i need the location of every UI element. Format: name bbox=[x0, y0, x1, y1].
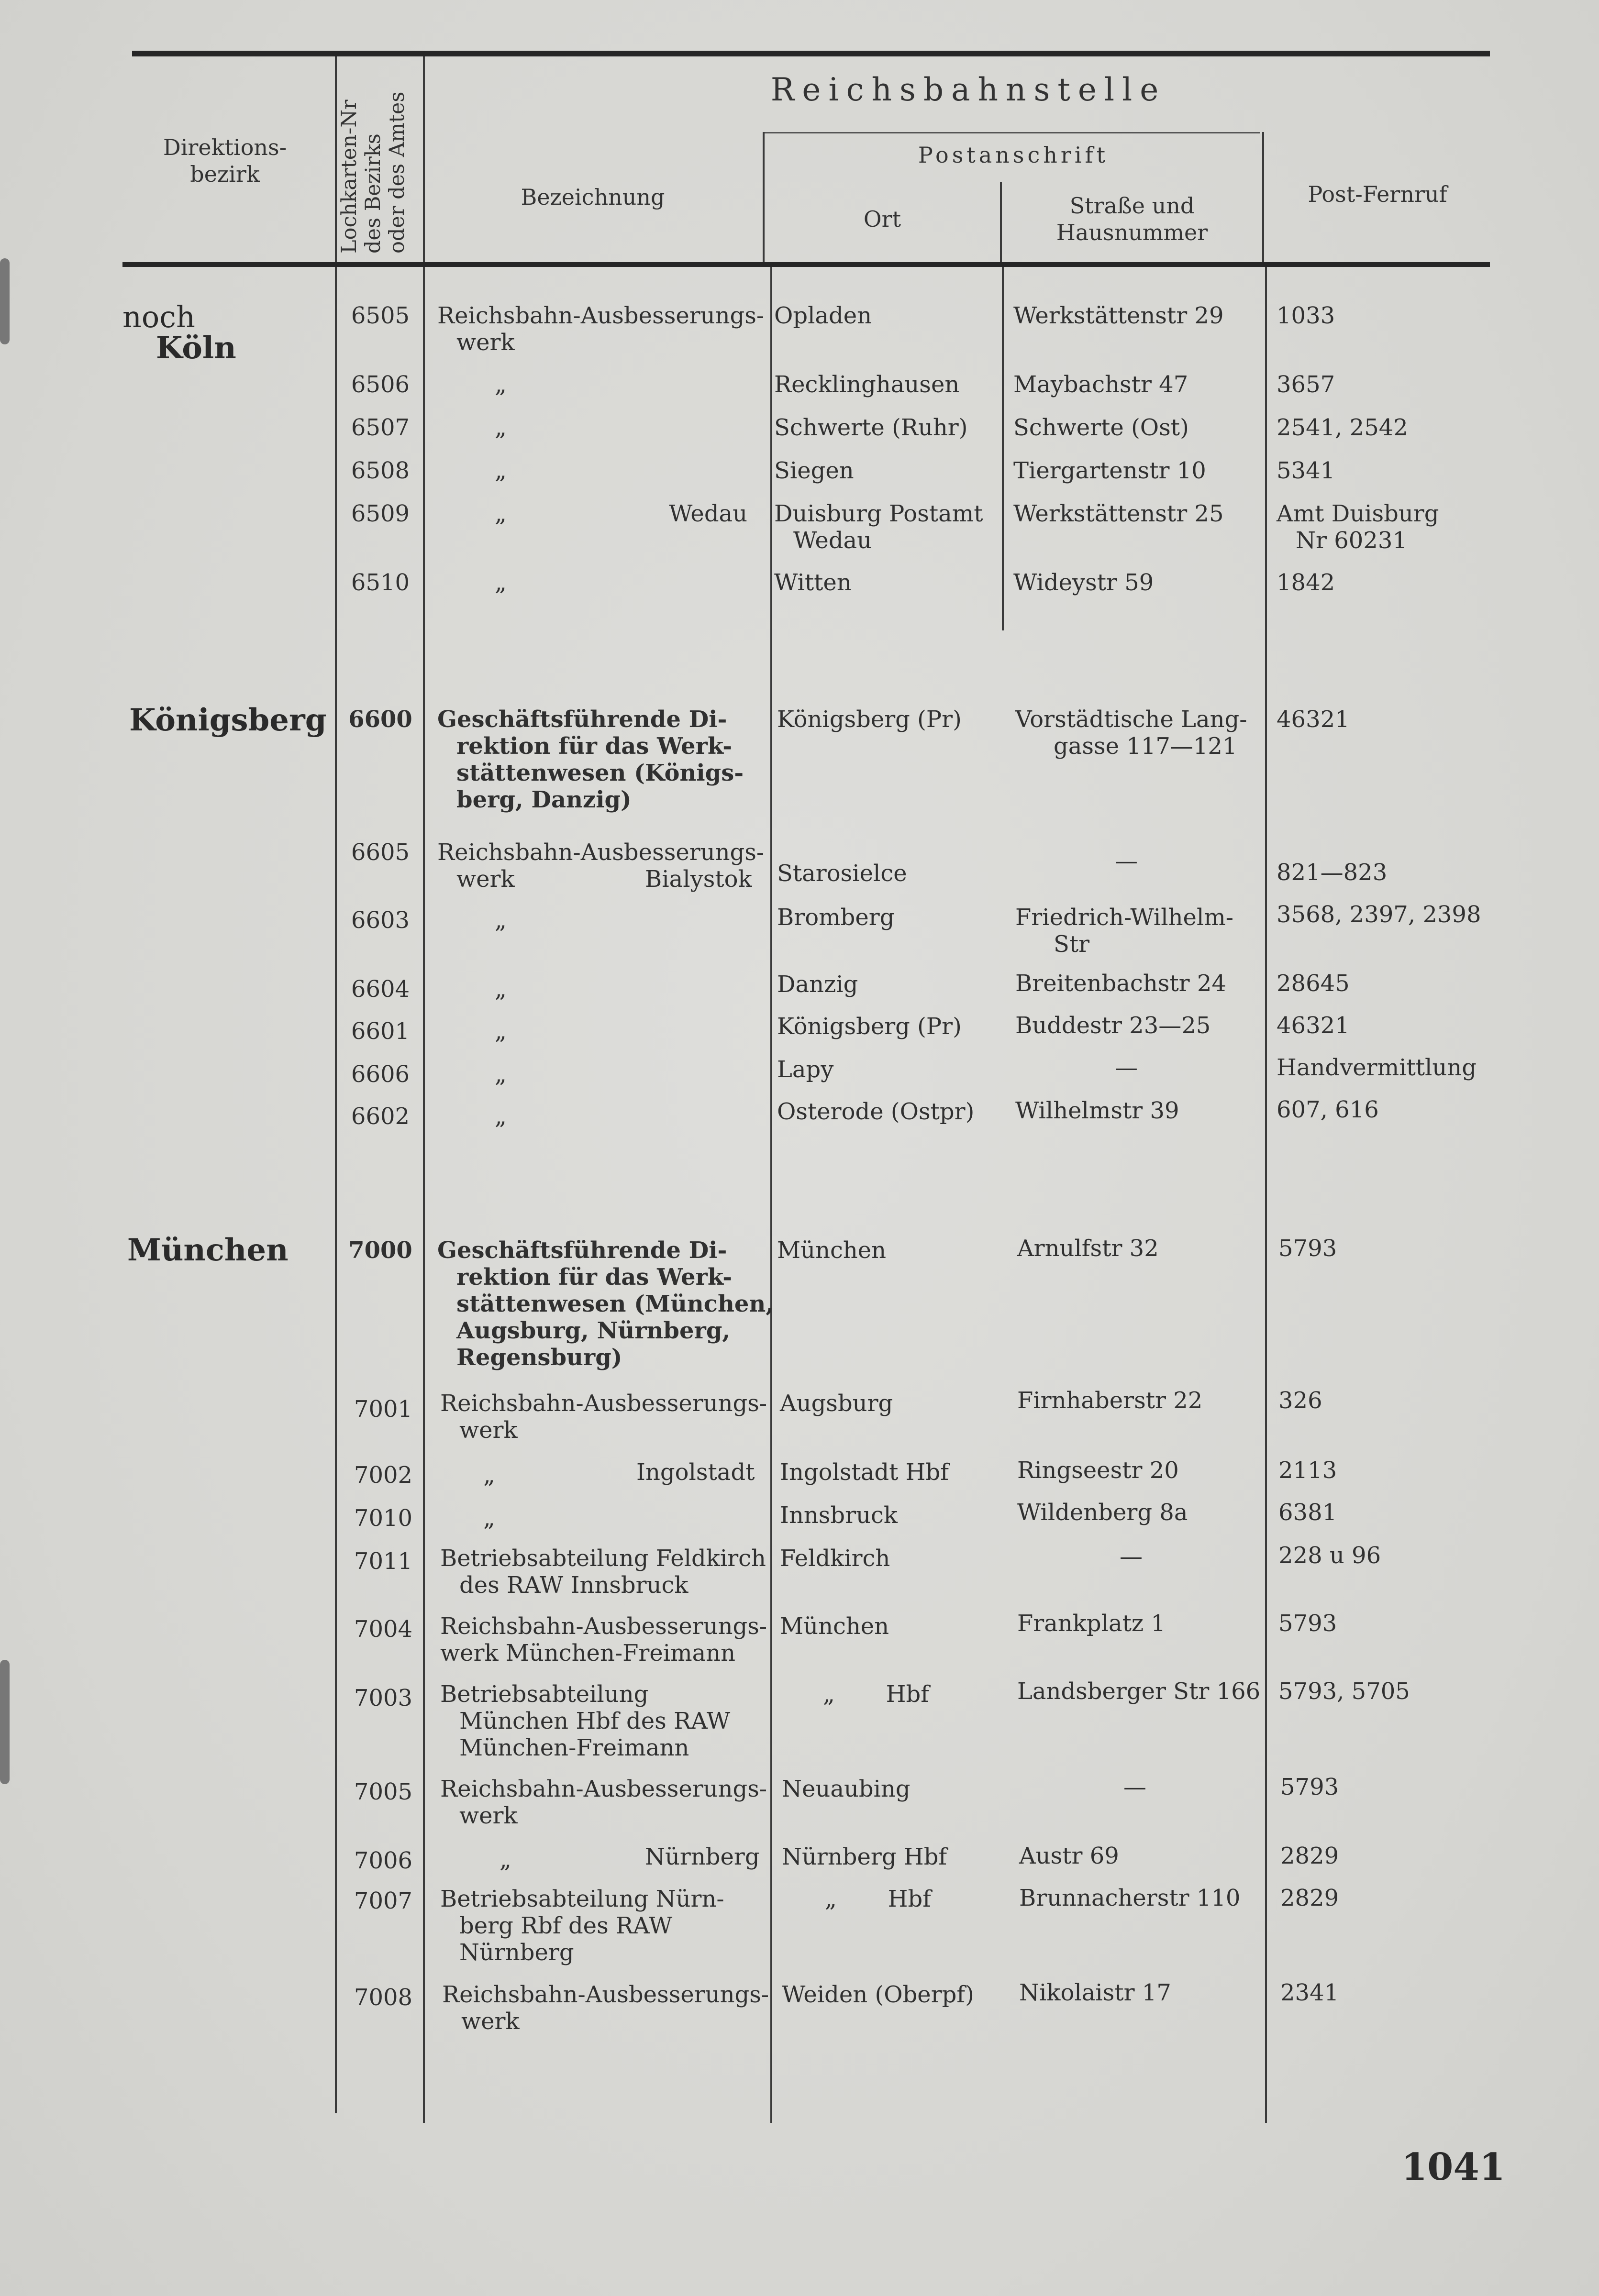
binding-mark bbox=[0, 258, 10, 344]
row-bezeichnung-ort: Ingolstadt bbox=[636, 1459, 755, 1486]
row-ort: Starosielce bbox=[777, 860, 907, 887]
row-fernruf: 1033 bbox=[1277, 302, 1335, 329]
row-fernruf: 5793 bbox=[1278, 1235, 1337, 1262]
row-ort: Ingolstadt Hbf bbox=[780, 1459, 949, 1486]
row-fernruf: 326 bbox=[1278, 1387, 1322, 1414]
row-fernruf: 3568, 2397, 2398 bbox=[1277, 901, 1481, 928]
row-fernruf: 228 u 96 bbox=[1278, 1542, 1381, 1569]
row-nr: 7004 bbox=[354, 1616, 413, 1643]
row-ort: Danzig bbox=[777, 971, 858, 998]
row-ort: Osterode (Ostpr) bbox=[777, 1098, 975, 1125]
row-ort: „ Hbf bbox=[823, 1681, 930, 1708]
row-fernruf: 2341 bbox=[1280, 1979, 1339, 2006]
postanschrift-rule bbox=[763, 132, 1260, 133]
row-bezeichnung: „ bbox=[495, 1018, 507, 1045]
row-strasse: — bbox=[1123, 1774, 1146, 1800]
row-fernruf: 46321 bbox=[1277, 706, 1350, 733]
header-divider bbox=[1262, 132, 1264, 262]
row-nr: 6510 bbox=[351, 569, 410, 596]
row-strasse: Tiergartenstr 10 bbox=[1013, 457, 1206, 484]
header-ort: Ort bbox=[863, 206, 901, 232]
row-bezeichnung: „ bbox=[495, 569, 507, 596]
row-ort: Augsburg bbox=[780, 1390, 893, 1417]
row-bezeichnung: Geschäftsführende Di- rektion für das Werk- stättenwesen (München, Augsburg, Nürnberg, Regensburg) bbox=[437, 1237, 774, 1371]
header-lochkarten: Lochkarten-Nr des Bezirks oder des Amtes bbox=[337, 91, 409, 254]
row-nr: 6507 bbox=[351, 414, 410, 441]
row-nr: 6604 bbox=[351, 976, 410, 1003]
row-fernruf: 28645 bbox=[1277, 970, 1350, 997]
row-strasse: Vorstädtische Lang- gasse 117—121 bbox=[1015, 706, 1247, 760]
top-rule bbox=[132, 51, 1490, 56]
row-strasse: — bbox=[1115, 1054, 1138, 1081]
row-bezeichnung: „ bbox=[495, 500, 507, 527]
row-strasse: — bbox=[1120, 1543, 1143, 1570]
row-ort: „ Hbf bbox=[825, 1886, 932, 1912]
row-bezeichnung: „ bbox=[495, 1061, 507, 1088]
header-strasse: Straße und Hausnummer bbox=[1056, 193, 1208, 245]
row-fernruf: 46321 bbox=[1277, 1012, 1350, 1039]
row-strasse: Maybachstr 47 bbox=[1013, 371, 1188, 398]
row-nr: 7007 bbox=[354, 1888, 413, 1914]
header-divider bbox=[335, 56, 337, 262]
header-bezeichnung: Bezeichnung bbox=[521, 184, 665, 210]
row-strasse: Ringseestr 20 bbox=[1017, 1457, 1179, 1484]
row-bezeichnung: Betriebsabteilung Feldkirch des RAW Innsbruck bbox=[440, 1545, 766, 1599]
row-ort: Duisburg Postamt Wedau bbox=[774, 500, 983, 554]
row-ort: Opladen bbox=[774, 302, 872, 329]
row-fernruf: 6381 bbox=[1278, 1499, 1337, 1526]
row-nr: 6505 bbox=[351, 302, 410, 329]
row-nr: 6600 bbox=[348, 706, 412, 733]
row-bezeichnung: Betriebsabteilung Nürn- berg Rbf des RAW Nürnberg bbox=[440, 1886, 724, 1966]
column-divider bbox=[335, 267, 337, 2113]
row-bezeichnung: „ bbox=[495, 907, 507, 934]
row-nr: 7001 bbox=[354, 1396, 413, 1423]
row-ort: Siegen bbox=[774, 457, 854, 484]
district-koenigsberg: Königsberg bbox=[129, 702, 327, 738]
row-strasse: — bbox=[1115, 848, 1138, 874]
row-ort: Feldkirch bbox=[780, 1545, 890, 1572]
row-strasse: Wildenberg 8a bbox=[1017, 1499, 1188, 1526]
row-ort: Recklinghausen bbox=[774, 371, 960, 398]
row-nr: 6601 bbox=[351, 1018, 410, 1045]
header-rule bbox=[122, 262, 1490, 267]
row-strasse: Firnhaberstr 22 bbox=[1017, 1387, 1203, 1414]
header-fernruf: Post-Fernruf bbox=[1308, 181, 1447, 207]
row-bezeichnung-ort: Wedau bbox=[669, 500, 748, 527]
column-divider bbox=[770, 267, 772, 2123]
row-ort: Lapy bbox=[777, 1056, 834, 1083]
district-koeln-noch: noch bbox=[122, 299, 195, 334]
row-strasse: Friedrich-Wilhelm- Str bbox=[1015, 904, 1234, 958]
row-strasse: Austr 69 bbox=[1019, 1843, 1119, 1869]
row-fernruf: Handvermittlung bbox=[1277, 1054, 1477, 1081]
row-nr: 6506 bbox=[351, 371, 410, 398]
row-bezeichnung: Geschäftsführende Di- rektion für das Werk- stättenwesen (Königs- berg, Danzig) bbox=[437, 706, 744, 813]
row-nr: 7010 bbox=[354, 1505, 413, 1532]
row-fernruf: 2829 bbox=[1280, 1843, 1339, 1869]
row-bezeichnung: „ bbox=[495, 457, 507, 484]
row-strasse: Schwerte (Ost) bbox=[1013, 414, 1189, 441]
row-ort: Königsberg (Pr) bbox=[777, 1013, 962, 1040]
column-divider bbox=[423, 267, 425, 2123]
row-ort: Weiden (Oberpf) bbox=[782, 1981, 974, 2008]
row-fernruf: 2541, 2542 bbox=[1277, 414, 1408, 441]
binding-mark bbox=[0, 1660, 10, 1784]
row-ort: Witten bbox=[774, 569, 852, 596]
header-postanschrift: Postanschrift bbox=[918, 142, 1109, 168]
header-direktionsbezirk: Direktions- bezirk bbox=[163, 134, 287, 187]
row-fernruf: Amt Duisburg Nr 60231 bbox=[1277, 500, 1439, 554]
row-strasse: Werkstättenstr 25 bbox=[1013, 500, 1224, 527]
row-nr: 7000 bbox=[348, 1237, 412, 1264]
row-strasse: Breitenbachstr 24 bbox=[1015, 970, 1226, 997]
district-koeln: Köln bbox=[156, 330, 236, 366]
row-nr: 6602 bbox=[351, 1103, 410, 1130]
row-fernruf: 3657 bbox=[1277, 371, 1335, 398]
row-bezeichnung: Reichsbahn-Ausbesserungs- werk bbox=[442, 1981, 769, 2035]
row-ort: Neuaubing bbox=[782, 1776, 911, 1802]
row-strasse: Wideystr 59 bbox=[1013, 569, 1154, 596]
row-bezeichnung: Reichsbahn-Ausbesserungs- werk bbox=[437, 302, 765, 356]
row-fernruf: 5793 bbox=[1278, 1610, 1337, 1637]
row-bezeichnung: Reichsbahn-Ausbesserungs- werk bbox=[440, 1776, 767, 1829]
column-divider bbox=[1265, 267, 1267, 2123]
row-bezeichnung: „ bbox=[495, 976, 507, 1003]
row-bezeichnung: „ bbox=[500, 1846, 511, 1873]
row-bezeichnung-ort: Bialystok bbox=[645, 866, 752, 893]
row-nr: 6606 bbox=[351, 1061, 410, 1088]
row-nr: 7003 bbox=[354, 1685, 413, 1711]
row-fernruf: 1842 bbox=[1277, 569, 1335, 596]
row-bezeichnung: „ bbox=[483, 1462, 495, 1489]
row-nr: 7008 bbox=[354, 1984, 413, 2011]
row-strasse: Frankplatz 1 bbox=[1017, 1610, 1166, 1637]
row-ort: Nürnberg Hbf bbox=[782, 1843, 947, 1870]
row-nr: 7011 bbox=[354, 1548, 413, 1575]
row-strasse: Brunnacherstr 110 bbox=[1019, 1885, 1241, 1911]
row-strasse: Buddestr 23—25 bbox=[1015, 1012, 1211, 1039]
row-ort: Königsberg (Pr) bbox=[777, 706, 962, 733]
row-nr: 6605 bbox=[351, 839, 410, 866]
row-fernruf: 5793 bbox=[1280, 1774, 1339, 1800]
row-nr: 7006 bbox=[354, 1847, 413, 1874]
row-strasse: Arnulfstr 32 bbox=[1017, 1235, 1159, 1262]
page-number: 1041 bbox=[1401, 2145, 1505, 2189]
row-bezeichnung: Reichsbahn-Ausbesserungs- werk München-Freimann bbox=[440, 1613, 767, 1667]
row-strasse: Landsberger Str 166 bbox=[1017, 1678, 1261, 1705]
header-divider bbox=[423, 56, 425, 262]
row-bezeichnung: Reichsbahn-Ausbesserungs- werk bbox=[440, 1390, 767, 1444]
row-fernruf: 607, 616 bbox=[1277, 1096, 1379, 1123]
row-nr: 7005 bbox=[354, 1778, 413, 1805]
column-divider bbox=[1002, 267, 1004, 630]
row-fernruf: 5341 bbox=[1277, 457, 1335, 484]
row-nr: 6509 bbox=[351, 500, 410, 527]
row-fernruf: 5793, 5705 bbox=[1278, 1678, 1410, 1705]
row-bezeichnung: „ bbox=[483, 1505, 495, 1532]
row-ort: Bromberg bbox=[777, 904, 895, 931]
row-fernruf: 2829 bbox=[1280, 1885, 1339, 1911]
row-fernruf: 821—823 bbox=[1277, 859, 1388, 886]
row-bezeichnung: Betriebsabteilung München Hbf des RAW München-Freimann bbox=[440, 1681, 731, 1761]
row-strasse: Werkstättenstr 29 bbox=[1013, 302, 1224, 329]
row-bezeichnung-ort: Nürnberg bbox=[645, 1843, 760, 1870]
row-nr: 7002 bbox=[354, 1462, 413, 1489]
row-fernruf: 2113 bbox=[1278, 1457, 1337, 1484]
row-ort: Innsbruck bbox=[780, 1502, 898, 1529]
district-muenchen: München bbox=[127, 1232, 289, 1268]
row-ort: München bbox=[777, 1237, 887, 1264]
row-bezeichnung: „ bbox=[495, 1103, 507, 1130]
row-nr: 6508 bbox=[351, 457, 410, 484]
row-ort: München bbox=[780, 1613, 889, 1640]
row-strasse: Nikolaistr 17 bbox=[1019, 1979, 1171, 2006]
header-reichsbahnstelle: Reichsbahnstelle bbox=[770, 71, 1166, 108]
row-strasse: Wilhelmstr 39 bbox=[1015, 1097, 1179, 1124]
row-bezeichnung: „ bbox=[495, 414, 507, 441]
row-ort: Schwerte (Ruhr) bbox=[774, 414, 968, 441]
row-bezeichnung: „ bbox=[495, 371, 507, 398]
row-nr: 6603 bbox=[351, 907, 410, 934]
row-bezeichnung: Reichsbahn-Ausbesserungs- werk bbox=[437, 839, 765, 893]
